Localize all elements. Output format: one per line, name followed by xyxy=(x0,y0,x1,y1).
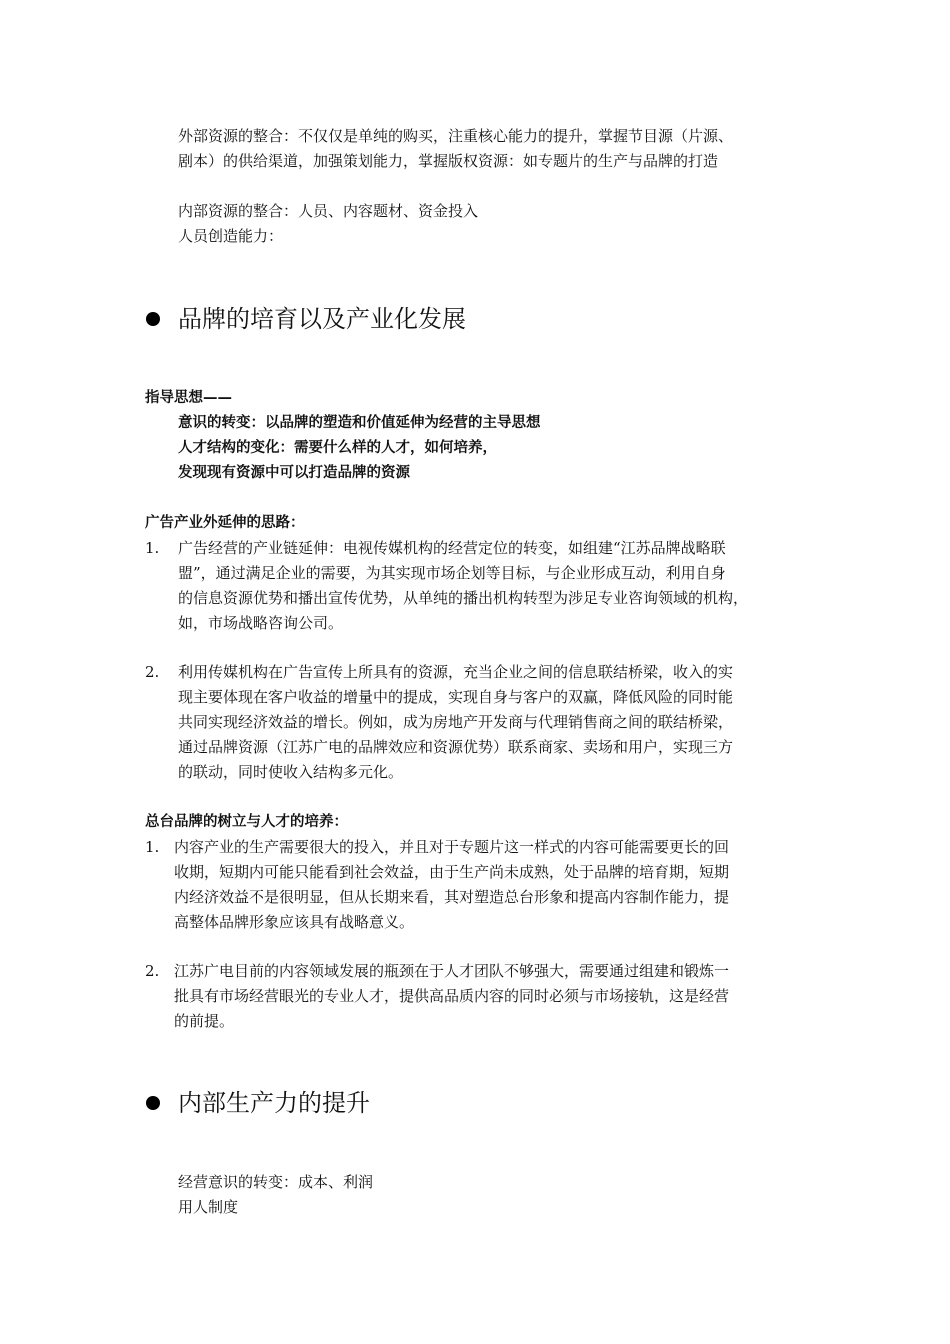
brand-item-2-number: 2. xyxy=(145,962,160,980)
ad-title: 广告产业外延伸的思路： xyxy=(145,515,305,531)
brand-item-1-line-2: 收期，短期内可能只能看到社会效益，由于生产尚未成熟，处于品牌的培育期，短期 xyxy=(174,863,730,881)
brand-item-2-line-1: 江苏广电目前的内容领域发展的瓶颈在于人才团队不够强大，需要通过组建和锻炼一 xyxy=(174,962,730,980)
brand-item-1-number: 1. xyxy=(145,838,160,856)
ad-item-2-line-4: 通过品牌资源（江苏广电的品牌效应和资源优势）联系商家、卖场和用户，实现三方 xyxy=(178,738,734,756)
management-awareness-line: 经营意识的转变：成本、利润 xyxy=(178,1173,374,1191)
ad-item-1-number: 1. xyxy=(145,539,160,557)
bullet-icon xyxy=(146,312,160,326)
brand-item-2-line-2: 批具有市场经营眼光的专业人才，提供高品质内容的同时必须与市场接轨，这是经营 xyxy=(174,987,730,1005)
ad-item-1-line-2: 盟”，通过满足企业的需要，为其实现市场企划等目标，与企业形成互动，利用自身 xyxy=(178,564,726,582)
ad-item-2-line-5: 的联动，同时使收入结构多元化。 xyxy=(178,763,404,781)
ad-item-2-line-2: 现主要体现在客户收益的增量中的提成，实现自身与客户的双赢，降低风险的同时能 xyxy=(178,688,734,706)
brand-item-1-line-1: 内容产业的生产需要很大的投入，并且对于专题片这一样式的内容可能需要更长的回 xyxy=(174,838,730,856)
brand-item-1-line-3: 内经济效益不是很明显，但从长期来看，其对塑造总台形象和提高内容制作能力，提 xyxy=(174,888,730,906)
external-resources-line-1: 外部资源的整合：不仅仅是单纯的购买，注重核心能力的提升，掌握节目源（片源、 xyxy=(178,127,734,145)
brand-title: 总台品牌的树立与人才的培养： xyxy=(145,814,348,830)
guide-title: 指导思想—— xyxy=(145,390,232,406)
personnel-creativity-line: 人员创造能力： xyxy=(178,227,284,245)
ad-item-2-line-1: 利用传媒机构在广告宣传上所具有的资源，充当企业之间的信息联结桥梁，收入的实 xyxy=(178,663,734,681)
ad-item-1-line-1: 广告经营的产业链延伸：电视传媒机构的经营定位的转变，如组建“江苏品牌战略联 xyxy=(178,539,726,557)
guide-line-1: 意识的转变：以品牌的塑造和价值延伸为经营的主导思想 xyxy=(178,415,541,431)
guide-line-2: 人才结构的变化：需要什么样的人才，如何培养， xyxy=(178,440,497,456)
guide-line-3: 发现现有资源中可以打造品牌的资源 xyxy=(178,465,410,481)
ad-item-2-number: 2. xyxy=(145,663,160,681)
ad-item-2-line-3: 共同实现经济效益的增长。例如，成为房地产开发商与代理销售商之间的联结桥梁， xyxy=(178,713,734,731)
brand-item-1-line-4: 高整体品牌形象应该具有战略意义。 xyxy=(174,913,415,931)
external-resources-line-2: 剧本）的供给渠道，加强策划能力，掌握版权资源：如专题片的生产与品牌的打造 xyxy=(178,152,719,170)
heading-internal-productivity: 内部生产力的提升 xyxy=(178,1089,370,1117)
heading-brand-cultivation: 品牌的培育以及产业化发展 xyxy=(178,305,466,333)
bullet-icon xyxy=(146,1096,160,1110)
ad-item-1-line-3: 的信息资源优势和播出宣传优势，从单纯的播出机构转型为涉足专业咨询领域的机构， xyxy=(178,589,749,607)
ad-item-1-line-4: 如，市场战略咨询公司。 xyxy=(178,614,344,632)
internal-resources-line: 内部资源的整合：人员、内容题材、资金投入 xyxy=(178,202,479,220)
employment-system-line: 用人制度 xyxy=(178,1198,239,1216)
brand-item-2-line-3: 的前提。 xyxy=(174,1012,235,1030)
